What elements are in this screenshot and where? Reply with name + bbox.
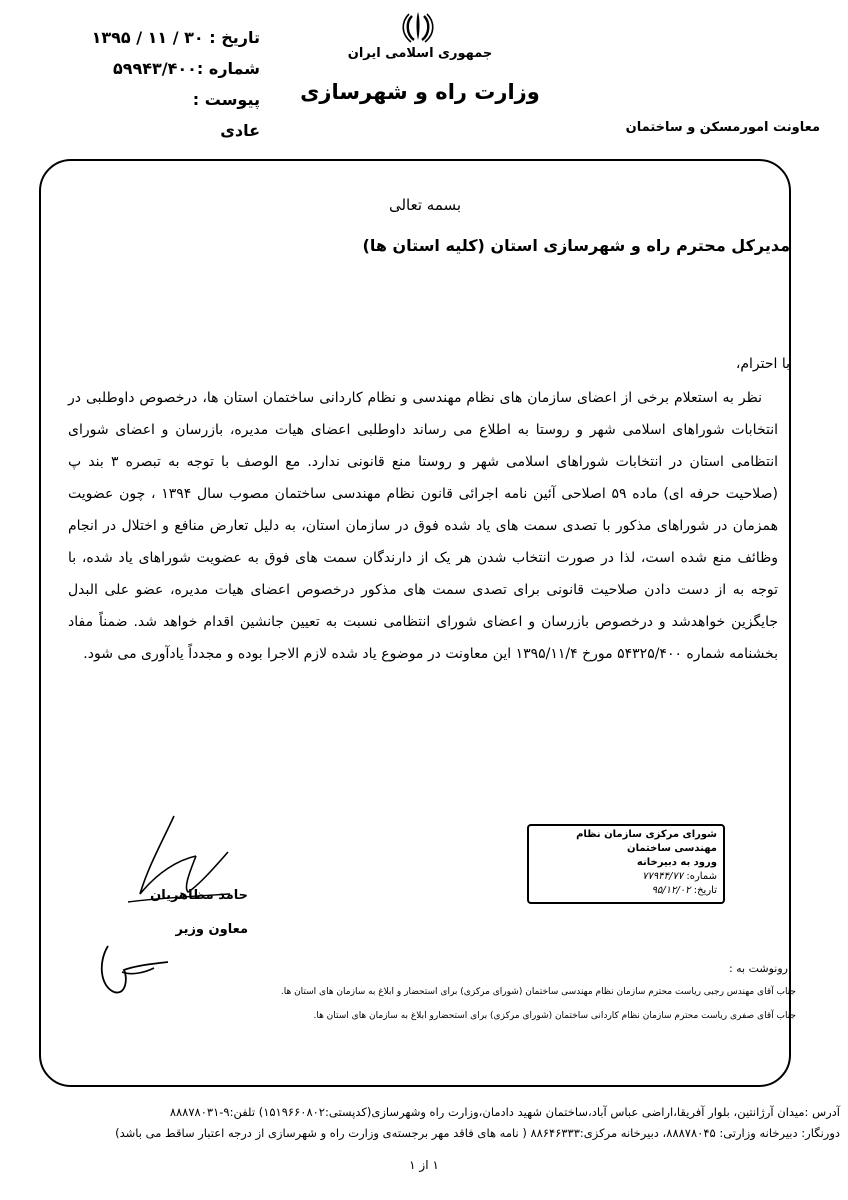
ministry-name: وزارت راه و شهرسازی xyxy=(300,80,540,104)
stamp-number-value: ۷۷۹۴۴/۷۷ xyxy=(642,871,684,882)
received-stamp xyxy=(527,824,725,904)
number-line: شماره :۵۹۹۴۳/۴۰۰ xyxy=(112,59,260,78)
stamp-date xyxy=(535,884,717,898)
stamp-date-value: ۹۵/۱۲/۰۲ xyxy=(651,885,691,896)
stamp-received: ورود به دبیرخانه xyxy=(636,857,717,868)
letter-meta xyxy=(60,22,260,146)
invocation: بسمه تعالی xyxy=(388,196,462,214)
letter-body xyxy=(68,382,778,670)
stamp-date-label: تاریخ: xyxy=(693,885,717,896)
cc-list xyxy=(136,980,796,1028)
cc-label: رونوشت به : xyxy=(728,962,788,975)
signer-name: حامد مظاهریان xyxy=(150,888,248,903)
deputy-name: معاونت امورمسکن و ساختمان xyxy=(625,120,820,135)
stamp-org: شورای مرکزی سازمان نظام مهندسی ساختمان xyxy=(576,829,717,854)
cc-item: جناب آقای صفری ریاست محترم سازمان نظام کاردانی ساختمان (شورای مرکزی) برای استحضارو ابلاغ به سازمان های استان ها. xyxy=(313,1011,796,1021)
page-number: ۱ از ۱ xyxy=(409,1158,439,1172)
footer-fax: دورنگار: دبیرخانه وزارتی: ۸۸۸۷۸۰۴۵، دبیرخانه مرکزی:۸۸۶۴۶۳۳۳ ( نامه های فاقد مهر برجسته‌ی وزارت راه و شهرسازی از درجه اعتبار ساقط می باشد) xyxy=(115,1126,840,1140)
addressee: مدیرکل محترم راه و شهرسازی استان (کلیه استان ها) xyxy=(362,236,790,255)
cc-item: جناب آقای مهندس رجبی ریاست محترم سازمان نظام مهندسی ساختمان (شورای مرکزی) برای استحضار و ابلاغ به سازمان های استان ها. xyxy=(280,987,796,997)
country-name: جمهوری اسلامی ایران xyxy=(347,46,493,61)
date-line: تاریخ : ۳۰ / ۱۱ / ۱۳۹۵ xyxy=(91,28,260,47)
classification: عادی xyxy=(220,121,260,140)
attachment-line: پیوست : xyxy=(192,90,260,109)
signer-title: معاون وزیر xyxy=(175,922,248,937)
stamp-number-label: شماره: xyxy=(686,871,717,882)
body-paragraph: نظر به استعلام برخی از اعضای سازمان های نظام مهندسی و نظام کاردانی ساختمان استان ها، درخصوص داوطلبی در انتخابات شوراهای اسلامی شهر و روستا به اطلاع می رساند داوطلبی اعضای هیات مدیره، بازرسان و اعضای شورای انتظامی استان در انتخابات شوراهای اسلامی شهر و روستا منع قانونی ندارد. مع الوصف با توجه به تبصره ۳ بند پ (صلاحیت حرفه ای) ماده ۵۹ اصلاحی آئین نامه اجرائی قانون نظام مهندسی ساختمان مصوب سال ۱۳۹۴ ، چون عضویت همزمان در شوراهای مذکور با تصدی سمت های یاد شده فوق در سازمان استان، به دلیل تعارض منافع و اختلال در انجام وظائف منع شده است، لذا در صورت انتخاب شدن هر یک از دارندگان سمت های فوق به عضویت شوراهای یاد شده، با توجه به از دست دادن صلاحیت قانونی برای تصدی سمت های مذکور درخصوص اعضای هیات مدیره، عضو علی البدل جایگزین خواهدشد و درخصوص بازرسان و اعضای شورای انتظامی نسبت به تعیین جانشین اقدام خواهد شد. ضمناً مفاد بخشنامه شماره ۵۴۳۲۵/۴۰۰ مورخ ۱۳۹۵/۱۱/۴ این معاونت در موضوع یاد شده لازم الاجرا بوده و مجدداً یادآوری می شود. xyxy=(68,390,778,662)
salutation: با احترام، xyxy=(735,356,790,372)
footer xyxy=(8,1102,840,1144)
stamp-number xyxy=(535,870,717,884)
iran-emblem-icon xyxy=(398,10,438,44)
footer-address: آدرس :میدان آرژانتین، بلوار آفریقا،اراضی عباس آباد،ساختمان شهید دادمان،وزارت راه وشهرسازی(کدپستی:۱۵۱۹۶۶۰۸۰۲) تلفن:۹-۸۸۸۷۸۰۳۱ xyxy=(169,1105,840,1119)
